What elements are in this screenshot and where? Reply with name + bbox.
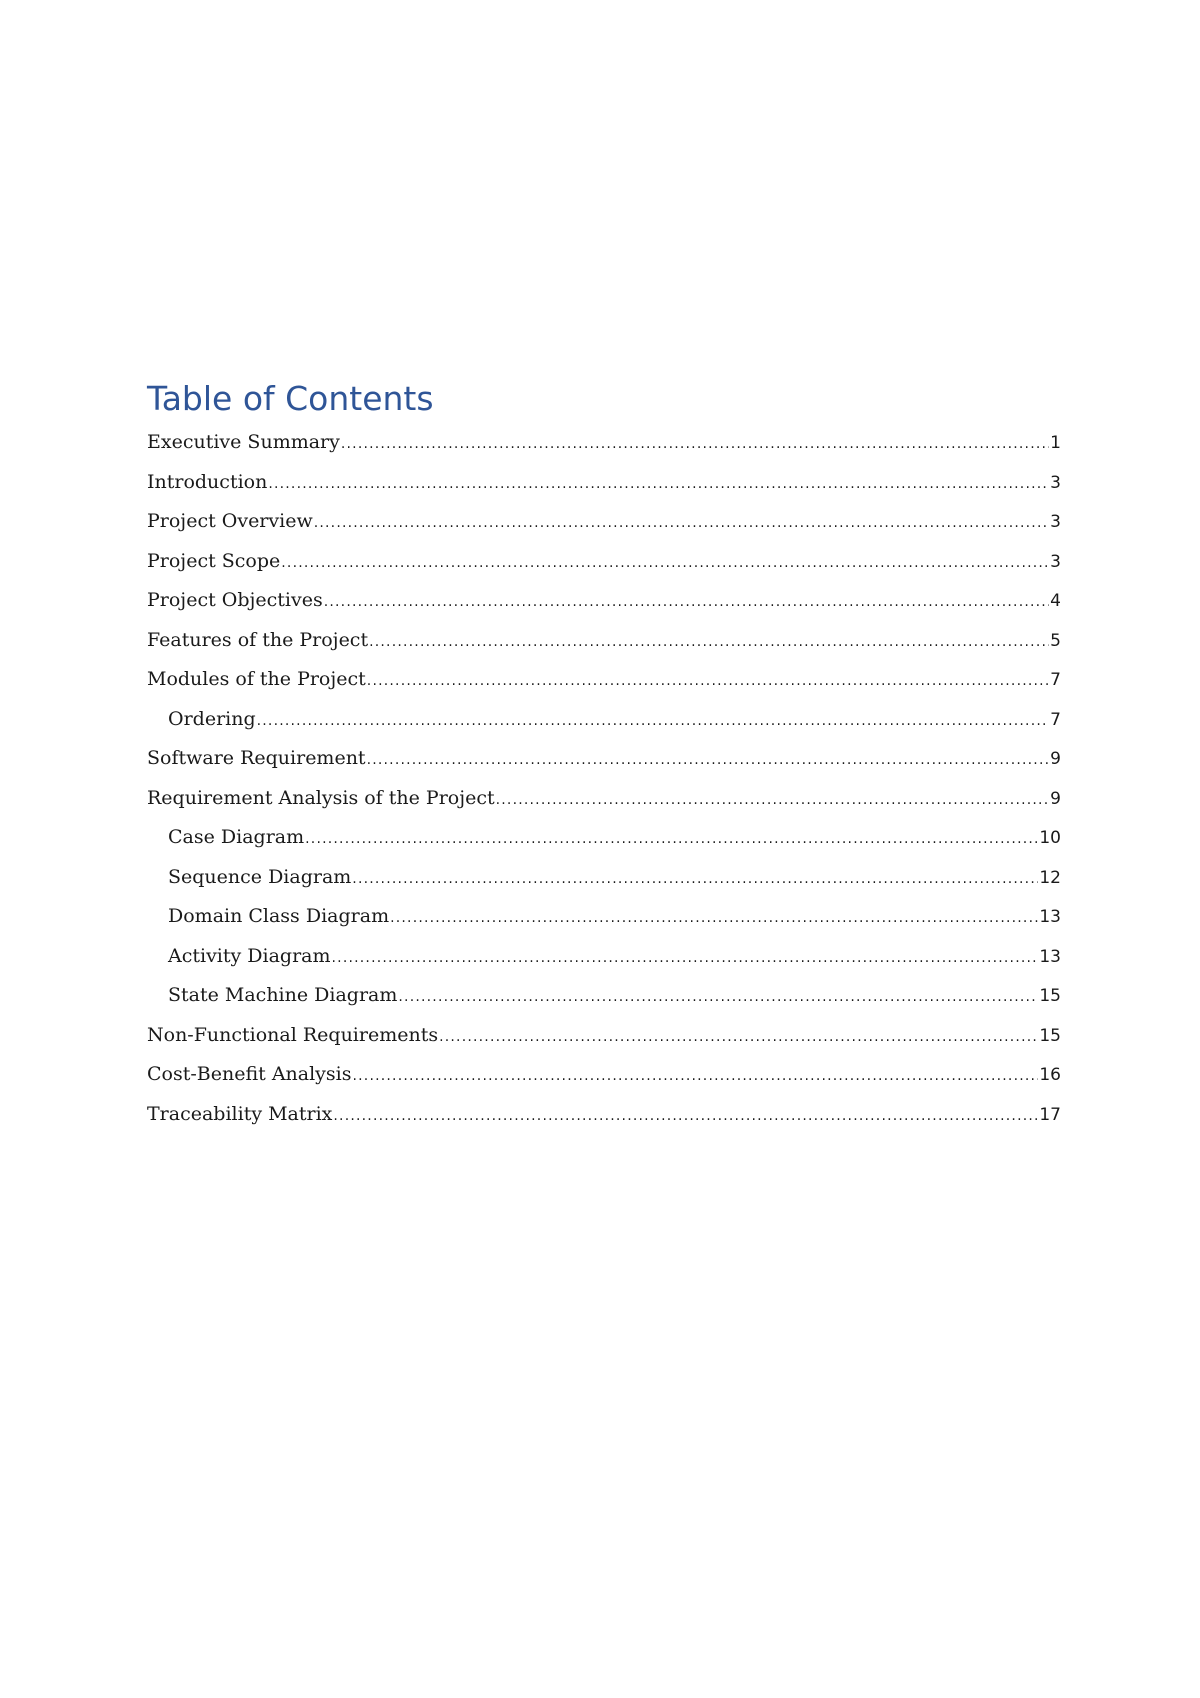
toc-dot-leader: [353, 1057, 1039, 1097]
toc-entry[interactable]: [147, 818, 1061, 858]
toc-dot-leader: [367, 741, 1050, 781]
toc-entry-text: Modules of the Project: [147, 668, 366, 690]
toc-dot-leader: [324, 583, 1049, 623]
toc-entry-page-number: 15: [1039, 986, 1061, 1006]
toc-dot-leader: [439, 1018, 1038, 1058]
toc-entry-text: Cost-Benefit Analysis: [147, 1063, 352, 1085]
toc-entry[interactable]: [147, 1055, 1061, 1095]
toc-entry-page-number: 16: [1039, 1065, 1061, 1085]
toc-dot-leader: [281, 544, 1049, 584]
toc-dot-leader: [369, 623, 1049, 663]
toc-entry-text: Project Overview: [147, 510, 313, 532]
toc-entry-text: Introduction: [147, 470, 268, 493]
toc-entry[interactable]: [147, 1016, 1061, 1056]
toc-entry-page-number: 3: [1050, 551, 1061, 572]
toc-entry-text: State Machine Diagram: [168, 984, 398, 1006]
toc-dot-leader: [332, 939, 1039, 979]
toc-entry-text: Case Diagram: [168, 826, 305, 848]
toc-entry-text: Non-Functional Requirements: [147, 1023, 439, 1046]
toc-entry-text: Requirement Analysis of the Project: [147, 786, 495, 809]
toc-entry-text: Domain Class Diagram: [168, 905, 390, 927]
toc-entry[interactable]: [147, 739, 1061, 779]
toc-title: Table of Contents: [147, 379, 434, 418]
toc-entry-page-number: 10: [1039, 828, 1061, 848]
toc-entry-page-number: 17: [1039, 1104, 1061, 1125]
toc-entry-text: Project Scope: [147, 549, 281, 572]
toc-entry-text: Software Requirement: [147, 747, 366, 769]
toc-entry-text: Executive Summary: [147, 431, 340, 453]
toc-entry-text: Features of the Project: [147, 628, 369, 651]
toc-entry[interactable]: [147, 423, 1061, 463]
toc-entry-text: Traceability Matrix: [147, 1102, 333, 1125]
toc-dot-leader: [333, 1097, 1038, 1137]
toc-entry-page-number: 9: [1050, 749, 1061, 769]
toc-entry[interactable]: [147, 779, 1061, 819]
toc-entry-page-number: 7: [1050, 709, 1061, 730]
toc-entry-page-number: 4: [1050, 591, 1061, 611]
toc-entry[interactable]: [147, 502, 1061, 542]
toc-entry-text: Project Objectives: [147, 589, 323, 611]
toc-entry-text: Activity Diagram: [168, 944, 331, 967]
toc-entry-page-number: 12: [1039, 867, 1061, 888]
toc-entry-page-number: 3: [1050, 472, 1061, 493]
toc-entry[interactable]: [147, 976, 1061, 1016]
toc-entry-text: Ordering: [168, 707, 256, 730]
toc-dot-leader: [314, 504, 1049, 544]
toc-entry[interactable]: [147, 858, 1061, 898]
toc-dot-leader: [268, 465, 1049, 505]
toc-entry[interactable]: [147, 937, 1061, 977]
toc-dot-leader: [398, 978, 1038, 1018]
table-of-contents: [147, 375, 1061, 1134]
toc-entry-page-number: 1: [1050, 433, 1061, 453]
toc-dot-leader: [305, 820, 1038, 860]
toc-dot-leader: [341, 425, 1049, 465]
toc-dot-leader: [352, 860, 1038, 900]
toc-dot-leader: [390, 899, 1038, 939]
toc-dot-leader: [257, 702, 1050, 742]
toc-entry-page-number: 13: [1039, 946, 1061, 967]
toc-entry-page-number: 9: [1050, 788, 1061, 809]
toc-entry-page-number: 3: [1050, 512, 1061, 532]
toc-entry[interactable]: [147, 581, 1061, 621]
toc-entry[interactable]: [147, 700, 1061, 740]
toc-dot-leader: [496, 781, 1050, 821]
toc-entry[interactable]: [147, 542, 1061, 582]
toc-entry-page-number: 15: [1039, 1025, 1061, 1046]
toc-entry-page-number: 7: [1050, 670, 1061, 690]
toc-entry[interactable]: [147, 660, 1061, 700]
toc-entry-text: Sequence Diagram: [168, 865, 352, 888]
toc-entry-page-number: 5: [1050, 630, 1061, 651]
toc-entry[interactable]: [147, 463, 1061, 503]
toc-entry[interactable]: [147, 621, 1061, 661]
toc-entry-page-number: 13: [1039, 907, 1061, 927]
toc-entry[interactable]: [147, 1095, 1061, 1135]
toc-entry[interactable]: [147, 897, 1061, 937]
toc-list: [147, 423, 1061, 1134]
toc-dot-leader: [367, 662, 1049, 702]
